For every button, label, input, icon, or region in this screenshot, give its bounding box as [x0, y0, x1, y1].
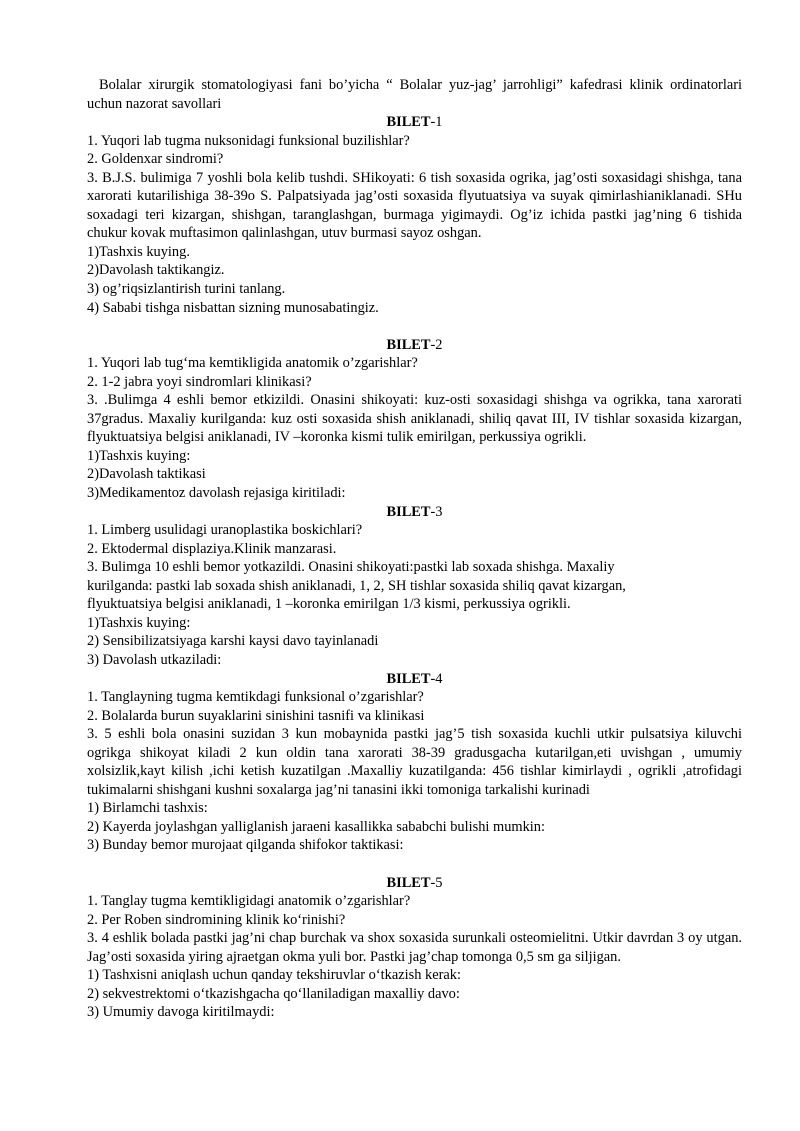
ticket-3-question-3-line-3: flyuktuatsiya belgisi aniklanadi, 1 –koronka emirilgan 1/3 kismi, perkussiya ogrikli. — [87, 596, 571, 613]
ticket-word: BILET — [386, 670, 431, 687]
ticket-5-subquestion-3: 3) Umumiy davoga kiritilmaydi: — [87, 1004, 275, 1021]
ticket-number: -5 — [430, 874, 443, 891]
ticket-4-question-2: 2. Bolalarda burun suyaklarini sinishini tasnifi va klinikasi — [87, 707, 425, 724]
ticket-number: -4 — [430, 670, 443, 687]
ticket-3-question-3-line-1: 3. Bulimga 10 eshli bemor yotkazildi. Onasini shikoyati:pastki lab soxada shishga. Maxaliy — [87, 559, 615, 576]
ticket-word: BILET — [386, 874, 431, 891]
ticket-4-question-3: 3. 5 eshli bola onasini suzidan 3 kun mobaynida pastki jag’5 tish soxasida kuchli utkir pulsatsiya kiluvchi ogrikga shikoyat kiladi 2 kun oldin tana xarorati 38-39 gradusgacha kutarilgan,eti uvishgan , umumiy xolsizlik,kayt kilish ,ichi ketish kuzatilgan .Maxalliy kuzatilganda: 456 tishlar kimirlaydi , ogrikli ,atrofidagi tukimalarni shishgani kushni soxalarga jag’ni tanasini ikki tomoniga tarkalishi kurinadi — [87, 726, 742, 798]
ticket-heading-4 — [87, 670, 742, 689]
ticket-4-subquestion-1: 1) Birlamchi tashxis: — [87, 800, 208, 817]
spacer — [87, 317, 742, 336]
ticket-1-question-1: 1. Yuqori lab tugma nuksonidagi funksional buzilishlar? — [87, 132, 410, 149]
ticket-2-subquestion-3: 3)Medikamentoz davolash rejasiga kiritiladi: — [87, 485, 346, 502]
ticket-heading-1 — [87, 113, 742, 132]
ticket-3-subquestion-1: 1)Tashxis kuying: — [87, 614, 191, 631]
ticket-3-question-2: 2. Ektodermal displaziya.Klinik manzarasi. — [87, 540, 337, 557]
ticket-5-subquestion-2: 2) sekvestrektomi o‘tkazishgacha qo‘llaniladigan maxalliy davo: — [87, 985, 460, 1002]
ticket-2-question-1: 1. Yuqori lab tug‘ma kemtikligida anatomik o’zgarishlar? — [87, 355, 418, 372]
ticket-word: BILET — [386, 503, 431, 520]
ticket-2-subquestion-2: 2)Davolash taktikasi — [87, 466, 206, 483]
ticket-1-subquestion-1: 1)Tashxis kuying. — [87, 243, 190, 260]
ticket-number: -2 — [430, 336, 443, 353]
ticket-5-question-1: 1. Tanglay tugma kemtikligidagi anatomik o’zgarishlar? — [87, 893, 411, 910]
ticket-1-question-3: 3. B.J.S. bulimiga 7 yoshli bola kelib tushdi. SHikoyati: 6 tish soxasida ogrika, jag’osti soxasidagi shishga, tana xarorati kutarilishiga 38-39o S. Palpatsiyada jag’osti soxasida flyutuatsiya va suyak qimirlashianiklanadi. SHu soxadagi teri kizargan, shishgan, taranglashgan, burmaga yigimaydi. Og’iz ichida pastki jag’ning 6 tishida chukur kovak muftasimon qalinlashgan, utuv burmasi sayoz oshgan. — [87, 169, 742, 242]
ticket-1-subquestion-2: 2)Davolash taktikangiz. — [87, 262, 225, 279]
ticket-1-question-2: 2. Goldenxar sindromi? — [87, 151, 224, 168]
ticket-5-question-2: 2. Per Roben sindromining klinik ko‘rinishi? — [87, 911, 346, 928]
ticket-number: -1 — [430, 114, 443, 131]
document-page — [87, 76, 742, 1022]
ticket-1-subquestion-3: 3) og’riqsizlantirish turini tanlang. — [87, 281, 286, 298]
ticket-word: BILET — [386, 336, 431, 353]
ticket-5-question-3: 3. 4 eshlik bolada pastki jag’ni chap burchak va shox soxasida surunkali osteomielitni. Utkir davrdan 3 oy utgan. Jag’osti soxasida yiring ajraetgan okma yuli bor. Pastki jag’chap tomonga 0,5 sm ga siljigan. — [87, 930, 742, 965]
ticket-heading-2 — [87, 336, 742, 355]
ticket-3-question-3-line-2: kurilganda: pastki lab soxada shish aniklanadi, 1, 2, SH tishlar soxasida shiliq qavat kizargan, — [87, 577, 626, 594]
ticket-heading-3 — [87, 503, 742, 522]
ticket-heading-5 — [87, 874, 742, 893]
ticket-3-subquestion-3: 3) Davolash utkaziladi: — [87, 651, 222, 668]
ticket-word: BILET — [386, 114, 431, 131]
ticket-3-question-1: 1. Limberg usulidagi uranoplastika boskichlari? — [87, 522, 363, 539]
ticket-2-question-2: 2. 1-2 jabra yoyi sindromlari klinikasi? — [87, 373, 312, 390]
ticket-3-subquestion-2: 2) Sensibilizatsiyaga karshi kaysi davo tayinlanadi — [87, 633, 379, 650]
ticket-1-subquestion-4: 4) Sababi tishga nisbattan sizning munosabatingiz. — [87, 299, 379, 316]
ticket-5-subquestion-1: 1) Tashxisni aniqlash uchun qanday tekshiruvlar o‘tkazish kerak: — [87, 967, 461, 984]
ticket-4-subquestion-3: 3) Bunday bemor murojaat qilganda shifokor taktikasi: — [87, 837, 404, 854]
ticket-4-subquestion-2: 2) Kayerda joylashgan yalliglanish jaraeni kasallikka sababchi bulishi mumkin: — [87, 818, 545, 835]
document-intro: Bolalar xirurgik stomatologiyasi fani bo’yicha “ Bolalar yuz-jag’ jarrohligi” kafedrasi klinik ordinatorlari uchun nazorat savollari — [87, 77, 742, 112]
ticket-2-subquestion-1: 1)Tashxis kuying: — [87, 447, 191, 464]
ticket-4-question-1: 1. Tanglayning tugma kemtikdagi funksional o’zgarishlar? — [87, 689, 424, 706]
spacer — [87, 855, 742, 874]
ticket-2-question-3: 3. .Bulimga 4 eshli bemor etkizildi. Onasini shikoyati: kuz-osti soxasidagi shishga va ogrikka, tana xarorati 37gradus. Maxaliy kurilganda: kuz osti soxasida shish aniklanadi, shiliq qavat III, IV tishlar soxasida kizargan, flyuktuatsiya belgisi aniklanadi, IV –koronka kismi tulik emirilgan, perkussiya ogrikli. — [87, 392, 742, 446]
ticket-number: -3 — [430, 503, 443, 520]
